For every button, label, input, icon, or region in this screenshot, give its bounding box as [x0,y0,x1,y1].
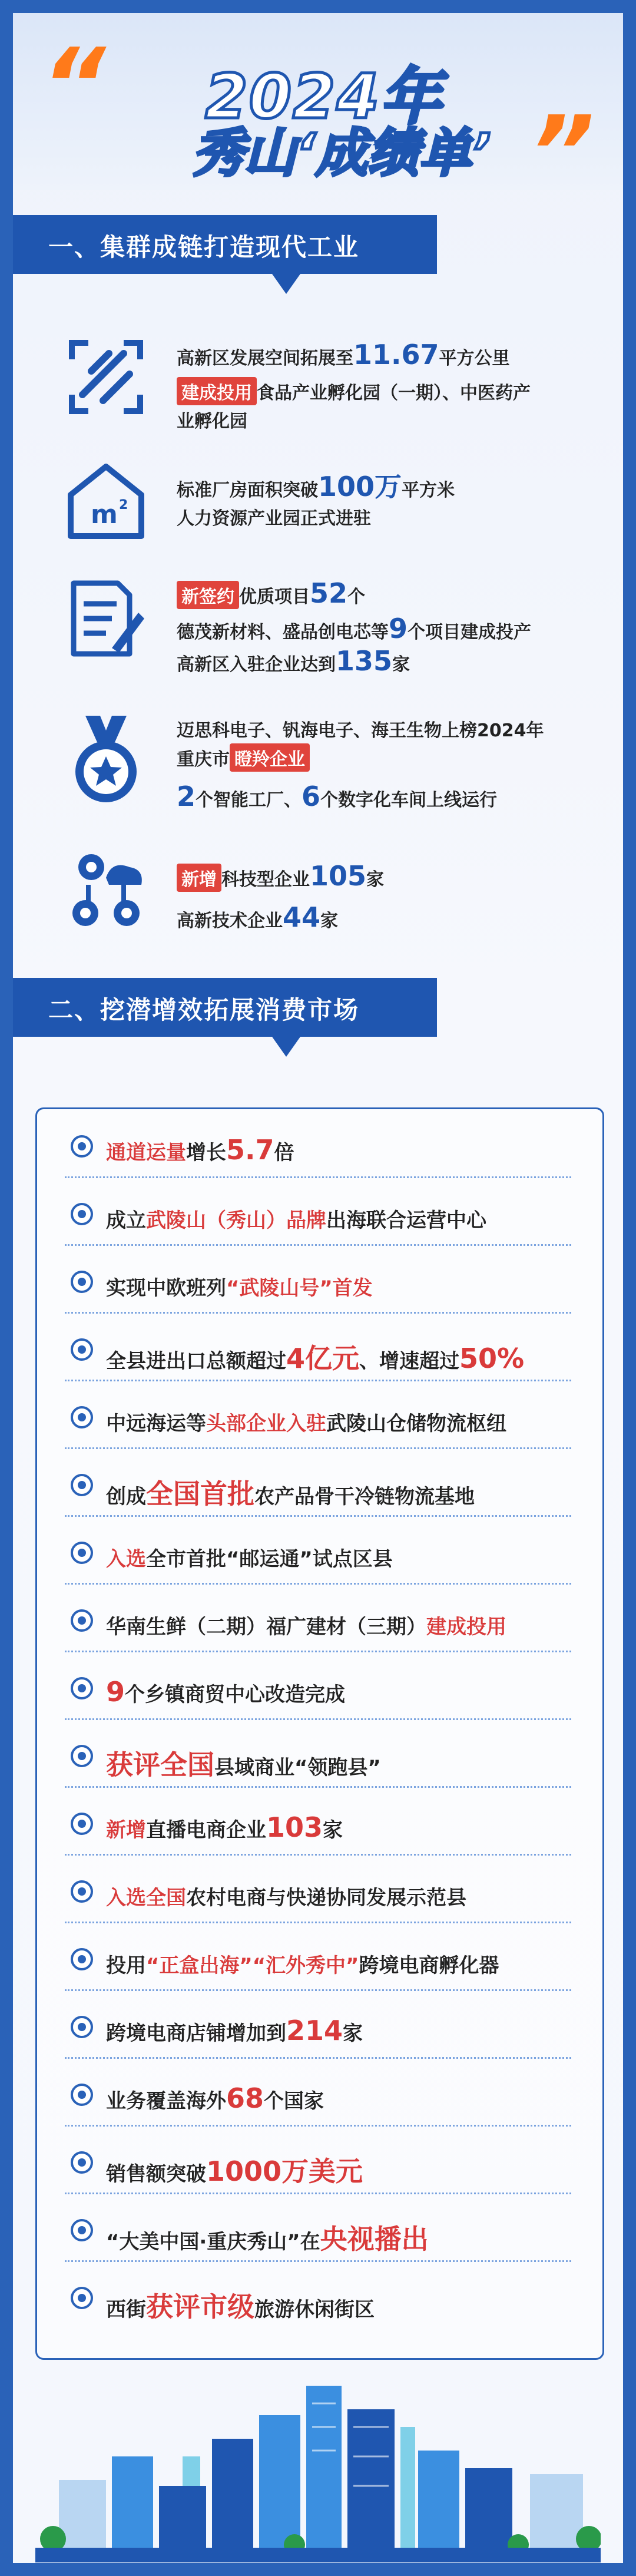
title-sub-post: ’ [471,123,491,183]
row-n2-text: 50% [459,1342,525,1374]
row-c-text: 个乡镇商贸中心改造完成 [125,1683,346,1707]
row-c-text: 旅游休闲街区 [254,2298,375,2322]
row-bullet-icon [71,1203,93,1225]
s1-item2-line2: 人力资源产业园正式进驻 [177,508,371,529]
s1-item3-line2 [177,613,531,644]
s1-item3-line1 [177,577,365,609]
title-sub-pre: 秀山‘ [192,123,316,183]
s1-item5-l2-post: 家 [320,911,339,931]
row-divider [65,1989,571,1991]
row-bullet-icon [71,1609,93,1632]
row-bullet-icon [71,2151,93,2174]
row-n-text: 全国首批 [146,1478,254,1510]
quote-left-icon: “ [41,27,88,144]
row-divider [65,1312,571,1314]
s1-item5-line1 [177,860,384,892]
s1-item1-tag: 建成投用 [177,377,257,405]
row-a-text: 业务覆盖海外 [106,2089,226,2113]
section1-banner-pointer [272,274,300,294]
row-c-text: 倍 [274,1141,294,1165]
row-b-text: 跨境电商孵化器 [359,1954,499,1978]
row-n-text: 央视播出 [320,2223,429,2255]
s1-item2-l1-pre: 标准厂房面积突破 [177,480,318,501]
s1-item4-l3-num1: 2 [177,781,196,812]
s1-item3-l2-pre: 德茂新材料、盛品创电芯等 [177,622,389,643]
square-meter-icon [65,459,147,542]
row-bullet-icon [71,2287,93,2309]
row-n-text: 214 [286,2015,343,2046]
row-divider [65,1244,571,1246]
row-bullet-icon [71,1406,93,1428]
section2-row [106,1473,475,1512]
row-b-text: 增长 [186,1141,226,1165]
document-pen-icon [65,577,147,660]
row-e-text: 新增 [106,1818,146,1842]
section2-row [106,1744,381,1783]
s1-item1-line1 [177,339,510,371]
s1-item1-line3: 业孵化园 [177,411,247,432]
row-divider [65,1786,571,1788]
gears-cloud-icon [65,848,147,931]
s1-item1-l1-post: 平方公里 [439,348,510,369]
s1-item5-l2-num: 44 [283,901,321,933]
row-bullet-icon [71,1135,93,1158]
title-subtitle [165,112,518,186]
row-n-text: 1000万美元 [206,2155,363,2187]
section1-title: 一、集群成链打造现代工业 [48,233,360,262]
s1-item3-l3-pre: 高新区入驻企业达到 [177,654,336,675]
row-bullet-icon [71,1677,93,1699]
row-bullet-icon [71,1338,93,1361]
s1-item3-l1-pre: 优质项目 [239,587,310,607]
s1-item3-l1-post: 个 [347,587,366,607]
row-a-text: 销售额突破 [106,2162,206,2186]
row-e-text: “武陵山号”首发 [226,1277,373,1300]
row-divider [65,2125,571,2127]
row-a-text: 全县进出口总额超过 [106,1350,286,1373]
row-a-text: 中远海运等 [106,1412,206,1436]
row-divider [65,2193,571,2194]
s1-item5-tag: 新增 [177,864,221,892]
row-e-text: 头部企业入驻 [206,1412,326,1436]
row-c-text: 个国家 [264,2089,324,2113]
s1-item5-l1-num: 105 [310,860,367,892]
title-sub-main: 成绩单 [315,123,471,183]
row-e-text: 入选 [106,1547,146,1571]
s1-item5-l2-pre: 高新技术企业 [177,911,283,931]
row-divider [65,1583,571,1585]
network-icon [65,336,147,418]
s1-item4-line2 [177,743,310,772]
row-divider [65,1718,571,1720]
s1-item3-l3-num: 135 [336,645,393,677]
row-b-text: 农村电商与快递协同发展示范县 [186,1886,466,1910]
row-n-text: 4亿元 [286,1342,360,1374]
row-divider [65,2260,571,2262]
s1-item4-line1: 迈思科电子、钒海电子、海王生物上榜2024年 [177,720,544,741]
section2-row [106,2082,324,2114]
row-bullet-icon [71,2016,93,2038]
row-bullet-icon [71,1880,93,1903]
section2-row [106,1405,506,1437]
row-e-text: 入选全国 [106,1886,186,1910]
section2-row [106,1269,373,1301]
s1-item3-l3-post: 家 [392,654,410,675]
section2-title: 二、挖潜增效拓展消费市场 [48,996,360,1024]
row-a-text: 成立 [106,1209,146,1232]
s1-item1-l1-num: 11.67 [353,339,439,371]
row-b-text: 武陵山仓储物流枢纽 [326,1412,506,1436]
s1-item4-l2-pre: 重庆市 [177,749,230,770]
row-c-text: 家 [343,2022,363,2045]
row-bullet-icon [71,1271,93,1293]
s1-item2-line1 [177,465,455,504]
row-bullet-icon [71,2084,93,2106]
s1-item4-tag: 瞪羚企业 [230,743,310,772]
row-n-text: 获评全国 [106,1749,214,1781]
s1-item1-l2-post: 食品产业孵化园（一期）、中医药产 [257,383,531,404]
row-divider [65,1176,571,1178]
header [0,0,636,211]
s1-item4-l3-mid: 个智能工厂、 [196,790,302,811]
section2-row [106,2218,429,2257]
row-c-text: 农产品骨干冷链物流基地 [254,1485,475,1509]
section2-row [106,2150,363,2189]
s1-item4-l3-post: 个数字化车间上线运行 [320,790,498,811]
row-bullet-icon [71,2219,93,2241]
row-divider [65,1515,571,1517]
row-c-text: 、增速超过 [359,1350,460,1373]
section2-row [106,1947,499,1979]
medal-star-icon [65,713,147,807]
row-n-text: 103 [266,1811,323,1843]
s1-item3-l1-num: 52 [310,577,348,609]
s1-item1-l1-pre: 高新区发展空间拓展至 [177,348,353,369]
row-b-text: 全市首批“邮运通”试点区县 [146,1547,393,1571]
section2-row [106,2286,375,2324]
s1-item5-l1-post: 家 [366,869,385,890]
row-a-text: 创成 [106,1485,146,1509]
row-bullet-icon [71,1813,93,1835]
section2-row [106,1608,506,1640]
row-c-text: 县域商业“领跑县” [214,1756,381,1780]
quote-right-icon: ” [530,95,577,211]
row-divider [65,1447,571,1449]
section2-banner-pointer [272,1037,300,1057]
row-a-text: 跨境电商店铺增加到 [106,2022,286,2045]
s1-item3-line3 [177,645,410,677]
row-a-text: 实现中欧班列 [106,1277,226,1300]
city-skyline-illustration [35,2368,601,2562]
s1-item2-l1-post: 平方米 [402,480,455,501]
s1-item3-tag: 新签约 [177,581,239,609]
row-n-text: 5.7 [226,1134,274,1166]
row-e-text: 武陵山（秀山）品牌 [146,1209,326,1232]
section2-row [106,1202,486,1234]
row-n-text: 获评市级 [146,2291,254,2323]
title-year: 2024年 [205,61,443,133]
section2-row [106,1337,524,1376]
section2-row [106,2015,363,2046]
row-b-text: 直播电商企业 [146,1818,266,1842]
row-a-text: 西街 [106,2298,146,2322]
row-e-text: 建成投用 [426,1615,506,1639]
row-n-text: 9 [106,1676,125,1708]
row-divider [65,1854,571,1856]
section2-banner [13,978,437,1037]
s1-item4-l3-num2: 6 [302,781,321,812]
section2-row [106,1811,343,1843]
section2-row [106,1879,466,1911]
row-e-text: “正盒出海”“汇外秀中” [146,1954,359,1978]
row-n-text: 68 [226,2082,264,2114]
row-divider [65,1380,571,1381]
section2-row [106,1134,294,1166]
row-a-text: 华南生鲜（二期）福广建材（三期） [106,1615,426,1639]
row-b-text: 出海联合运营中心 [326,1209,486,1232]
row-bullet-icon [71,1542,93,1564]
s1-item5-l1-pre: 科技型企业 [221,869,310,890]
row-bullet-icon [71,1745,93,1767]
section1-banner [13,215,437,274]
s1-item3-l2-num: 9 [389,613,408,644]
row-bullet-icon [71,1948,93,1970]
row-bullet-icon [71,1474,93,1496]
row-divider [65,1651,571,1652]
s1-item3-l2-post: 个项目建成投产 [408,622,532,643]
row-e-text: 通道运量 [106,1141,186,1165]
svg-text:m: m [91,500,118,530]
row-a-text: “大美中国·重庆秀山”在 [106,2230,320,2254]
s1-item5-line2 [177,901,338,933]
row-c-text: 家 [323,1818,343,1842]
section2-row [106,1540,393,1572]
svg-text:2: 2 [119,498,128,512]
s1-item1-line2 [177,377,531,405]
row-divider [65,2057,571,2059]
row-divider [65,1922,571,1923]
s1-item4-line3 [177,781,497,812]
s1-item2-l1-num: 100万 [318,471,402,502]
row-a-text: 投用 [106,1954,146,1978]
section2-row [106,1676,345,1708]
